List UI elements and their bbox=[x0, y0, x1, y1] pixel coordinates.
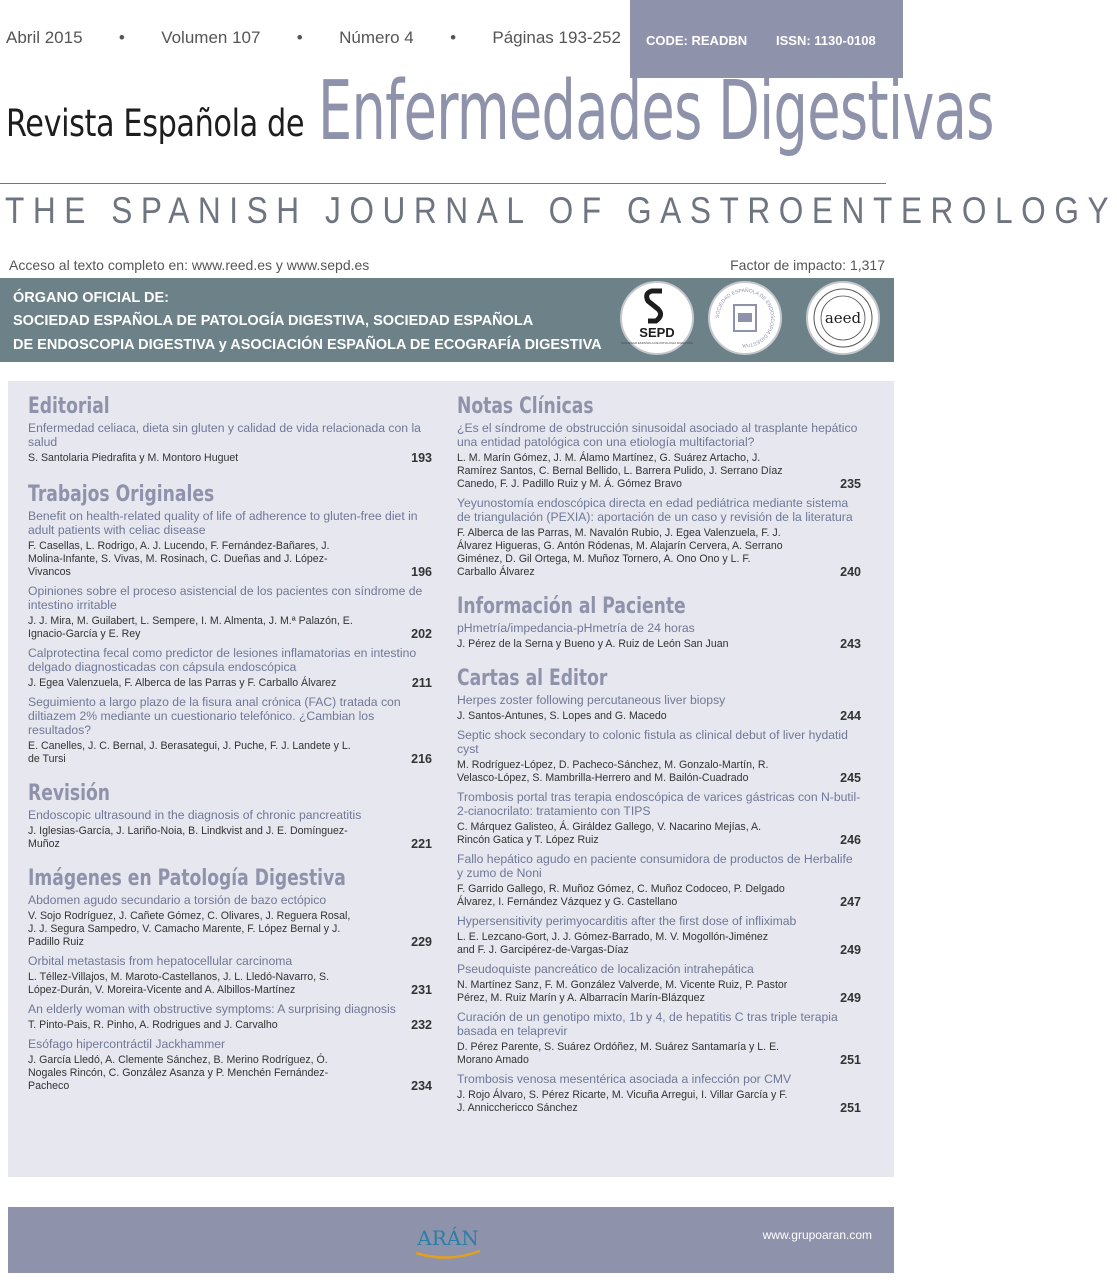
article-title: Trombosis venosa mesentérica asociada a infección por CMV bbox=[457, 1072, 792, 1086]
toc-right-column bbox=[457, 381, 861, 1115]
toc-entry[interactable] bbox=[457, 621, 861, 651]
toc-entry[interactable] bbox=[28, 646, 432, 690]
sepd-small-label: SOCIEDAD ESPAÑOLA DE PATOLOGÍA DIGESTIVA bbox=[621, 341, 693, 345]
journal-title-main: Enfermedades Digestivas bbox=[318, 64, 994, 159]
toc-entry[interactable] bbox=[28, 1037, 432, 1093]
article-authors: M. Rodríguez-López, D. Pacheco-Sánchez, M. Gonzalo-Martín, R. Velasco-López, S. Mambrilla-Herrero and M. Bailón-Cuadrado bbox=[457, 759, 769, 784]
section-heading: Editorial bbox=[28, 394, 110, 419]
article-title: Curación de un genotipo mixto, 1b y 4, de hepatitis C tras triple terapia basada en telaprevir bbox=[457, 1010, 838, 1038]
article-authors: N. Martínez Sanz, F. M. González Valverde, M. Vicente Ruiz, P. Pastor Pérez, M. Ruiz Marín y A. Albarracín Marín-Blázquez bbox=[457, 979, 788, 1004]
toc-section bbox=[28, 865, 432, 1093]
article-authors: E. Canelles, J. C. Bernal, J. Berasategui, J. Puche, F. J. Landete y L. de Tursi bbox=[28, 740, 351, 765]
article-title: ¿Es el síndrome de obstrucción sinusoidal asociado al trasplante hepático una entidad patológica con una etiología multifactorial? bbox=[457, 421, 858, 449]
publisher-logo bbox=[398, 1217, 498, 1272]
article-title: Herpes zoster following percutaneous liver biopsy bbox=[457, 693, 726, 707]
toc-entry[interactable] bbox=[28, 509, 432, 579]
article-page: 244 bbox=[840, 709, 861, 723]
aeed-label: aeed bbox=[824, 309, 862, 327]
article-page: 246 bbox=[840, 833, 861, 847]
article-title: Trombosis portal tras terapia endoscópica de varices gástricas con N-butil-2-cianocrilato: tratamiento con TIPS bbox=[457, 790, 861, 818]
article-title: Abdomen agudo secundario a torsión de bazo ectópico bbox=[28, 893, 327, 907]
organ-line: DE ENDOSCOPIA DIGESTIVA y ASOCIACIÓN ESPAÑOLA DE ECOGRAFÍA DIGESTIVA bbox=[13, 337, 602, 353]
toc-entry[interactable] bbox=[28, 695, 432, 766]
article-page: 193 bbox=[411, 451, 432, 465]
article-authors: D. Pérez Parente, S. Suárez Ordóñez, M. Suárez Santamaría y L. E. Morano Amado bbox=[457, 1041, 780, 1066]
toc-entry[interactable] bbox=[457, 914, 861, 957]
issue-line bbox=[6, 28, 621, 48]
issue-number: Número 4 bbox=[339, 28, 414, 47]
aeed-seal bbox=[806, 281, 880, 355]
article-authors: J. Rojo Álvaro, S. Pérez Ricarte, M. Vicuña Arregui, I. Villar García y F. J. Annicchericco Sánchez bbox=[457, 1089, 788, 1114]
toc-entry[interactable] bbox=[457, 1072, 861, 1115]
official-organ-band bbox=[0, 278, 894, 362]
publisher-name: ARÁN bbox=[417, 1226, 479, 1250]
toc-section bbox=[457, 593, 861, 651]
article-title: Seguimiento a largo plazo de la fisura anal crónica (FAC) tratada con diltiazem 2% mediante un cuestionario telefónico. ¿Cambian los resultados? bbox=[28, 695, 401, 737]
toc-entry[interactable] bbox=[28, 1002, 432, 1032]
toc-entry[interactable] bbox=[28, 421, 432, 465]
article-authors: J. Pérez de la Serna y Bueno y A. Ruiz de León San Juan bbox=[457, 638, 729, 650]
article-page: 231 bbox=[411, 983, 432, 997]
toc-entry[interactable] bbox=[457, 693, 861, 723]
article-title: Enfermedad celiaca, dieta sin gluten y calidad de vida relacionada con la salud bbox=[28, 421, 421, 449]
section-heading: Trabajos Originales bbox=[28, 482, 215, 507]
toc-section bbox=[457, 665, 861, 1115]
toc-entry[interactable] bbox=[457, 421, 861, 491]
article-title: Esófago hipercontráctil Jackhammer bbox=[28, 1037, 226, 1051]
access-text: Acceso al texto completo en: www.reed.es y www.sepd.es bbox=[9, 257, 370, 273]
section-heading: Imágenes en Patología Digestiva bbox=[28, 866, 346, 891]
section-heading: Notas Clínicas bbox=[457, 394, 594, 419]
article-authors: F. Garrido Gallego, R. Muñoz Gómez, C. Muñoz Codoceo, P. Delgado Álvarez, I. Fernández Vázquez y G. Castellano bbox=[457, 883, 785, 908]
article-authors: C. Márquez Galisteo, Á. Giráldez Gallego, V. Nacarino Mejías, A. Rincón Gatica y T. López Ruiz bbox=[457, 821, 762, 846]
publisher-website[interactable]: www.grupoaran.com bbox=[762, 1228, 872, 1242]
article-authors: F. Alberca de las Parras, M. Navalón Rubio, J. Egea Valenzuela, F. J. Álvarez Higueras, G. Antón Ródenas, M. Alajarín Cervera, A. Serrano Giménez, D. Gil Ortega, M. Muñoz Tornero, A. Ono Ono y L. F. Carballo Álvarez bbox=[457, 527, 783, 578]
masthead-rule bbox=[0, 183, 886, 184]
toc-entry[interactable] bbox=[457, 1010, 861, 1067]
bullet: • bbox=[450, 28, 457, 47]
article-title: Septic shock secondary to colonic fistula as clinical debut of liver hydatid cyst bbox=[457, 728, 848, 756]
bullet: • bbox=[296, 28, 303, 47]
article-authors: J. Santos-Antunes, S. Lopes and G. Macedo bbox=[457, 710, 667, 722]
article-authors: L. M. Marín Gómez, J. M. Álamo Martínez, G. Suárez Artacho, J. Ramírez Santos, C. Bernal Bellido, L. Barrera Pulido, J. Serrano Díaz Canedo, F. J. Padillo Ruiz y M. Á. Gómez Bravo bbox=[457, 452, 783, 490]
toc-left-column bbox=[28, 381, 432, 1093]
article-page: 229 bbox=[411, 935, 432, 949]
journal-title-prefix: Revista Española de bbox=[6, 102, 305, 145]
article-title: Pseudoquiste pancreático de localización intrahepática bbox=[457, 962, 754, 976]
aran-logo-icon bbox=[398, 1217, 498, 1267]
toc-section bbox=[28, 780, 432, 851]
article-title: Opiniones sobre el proceso asistencial de los pacientes con síndrome de intestino irritable bbox=[28, 584, 423, 612]
article-page: 211 bbox=[411, 676, 432, 690]
article-authors: J. Iglesias-García, J. Lariño-Noia, B. Lindkvist and J. E. Domínguez-Muñoz bbox=[28, 825, 348, 850]
section-heading: Información al Paciente bbox=[457, 594, 686, 619]
article-authors: J. Egea Valenzuela, F. Alberca de las Parras y F. Carballo Álvarez bbox=[28, 677, 337, 689]
article-title: Fallo hepático agudo en paciente consumidora de productos de Herbalife y zumo de Noni bbox=[457, 852, 853, 880]
seed-ring-text: SOCIEDAD ESPAÑOLA DE ENDOSCOPIA DIGESTIVA bbox=[714, 287, 776, 349]
footer-band bbox=[8, 1207, 894, 1273]
article-authors: F. Casellas, L. Rodrigo, A. J. Lucendo, F. Fernández-Bañares, J. Molina-Infante, S. Vivas, M. Rosinach, C. Dueñas and J. López-Vivancos bbox=[28, 540, 330, 578]
contents-panel bbox=[8, 381, 894, 1177]
seed-seal bbox=[708, 281, 782, 355]
article-title: Hypersensitivity perimyocarditis after the first dose of infliximab bbox=[457, 914, 797, 928]
article-title: Benefit on health-related quality of life of adherence to gluten-free diet in adult patients with celiac disease bbox=[28, 509, 418, 537]
article-page: 251 bbox=[840, 1101, 861, 1115]
article-page: 202 bbox=[411, 627, 432, 641]
toc-entry[interactable] bbox=[457, 496, 861, 579]
article-title: Calprotectina fecal como predictor de lesiones inflamatorias en intestino delgado diagnosticadas con cápsula endoscópica bbox=[28, 646, 417, 674]
toc-section bbox=[28, 481, 432, 766]
article-page: 232 bbox=[411, 1018, 432, 1032]
article-page: 249 bbox=[840, 943, 861, 957]
organ-heading: ÓRGANO OFICIAL DE: bbox=[13, 290, 170, 306]
issue-volume: Volumen 107 bbox=[161, 28, 261, 47]
toc-entry[interactable] bbox=[457, 962, 861, 1005]
article-authors: S. Santolaria Piedrafita y M. Montoro Huguet bbox=[28, 452, 239, 464]
section-heading: Cartas al Editor bbox=[457, 666, 608, 691]
article-page: 251 bbox=[840, 1053, 861, 1067]
article-page: 216 bbox=[411, 752, 432, 766]
article-authors: J. García Lledó, A. Clemente Sánchez, B. Merino Rodríguez, Ó. Nogales Rincón, C. González Asanza y P. Menchén Fernández-Pacheco bbox=[28, 1054, 329, 1092]
issue-date: Abril 2015 bbox=[6, 28, 83, 47]
code-label: CODE: READBN bbox=[646, 33, 748, 48]
toc-section bbox=[28, 393, 432, 465]
article-authors: V. Sojo Rodríguez, J. Cañete Gómez, C. Olivares, J. Reguera Rosal, J. J. Segura Sampedro, V. Camacho Marente, F. López Bernal y J. Padillo Ruiz bbox=[28, 910, 351, 948]
impact-factor: Factor de impacto: 1,317 bbox=[730, 257, 885, 273]
sepd-seal bbox=[620, 281, 694, 355]
article-page: 235 bbox=[840, 477, 861, 491]
issn-label: ISSN: 1130-0108 bbox=[776, 33, 876, 48]
article-title: Yeyunostomía endoscópica directa en edad pediátrica mediante sistema de triangulación (PEXIA): aportación de un caso y revisión de la literatura bbox=[457, 496, 853, 524]
article-page: 196 bbox=[411, 565, 432, 579]
toc-section bbox=[457, 393, 861, 579]
article-title: Orbital metastasis from hepatocellular carcinoma bbox=[28, 954, 293, 968]
aeed-logo-icon bbox=[808, 283, 878, 353]
article-page: 234 bbox=[411, 1079, 432, 1093]
toc-entry[interactable] bbox=[28, 893, 432, 949]
article-page: 221 bbox=[411, 837, 432, 851]
bullet: • bbox=[118, 28, 125, 47]
toc-entry[interactable] bbox=[457, 728, 861, 785]
toc-entry[interactable] bbox=[28, 808, 432, 851]
section-heading: Revisión bbox=[28, 781, 111, 806]
article-authors: J. J. Mira, M. Guilabert, L. Sempere, I. M. Almenta, J. M.ª Palazón, E. Ignacio-García y E. Rey bbox=[28, 615, 353, 640]
seed-logo-icon bbox=[710, 283, 780, 353]
issue-pages: Páginas 193-252 bbox=[492, 28, 621, 47]
article-page: 240 bbox=[840, 565, 861, 579]
article-title: pHmetría/impedancia-pHmetría de 24 horas bbox=[457, 621, 695, 635]
toc-entry[interactable] bbox=[457, 852, 861, 909]
article-authors: L. E. Lezcano-Gort, J. J. Gómez-Barrado, M. V. Mogollón-Jiménez and F. J. Garcipérez-de-Vargas-Díaz bbox=[457, 931, 769, 956]
article-page: 243 bbox=[840, 637, 861, 651]
article-page: 247 bbox=[840, 895, 861, 909]
toc-entry[interactable] bbox=[28, 954, 432, 997]
sepd-logo-icon bbox=[622, 283, 692, 353]
article-title: Endoscopic ultrasound in the diagnosis of chronic pancreatitis bbox=[28, 808, 362, 822]
article-page: 245 bbox=[840, 771, 861, 785]
article-page: 249 bbox=[840, 991, 861, 1005]
article-title: An elderly woman with obstructive symptoms: A surprising diagnosis bbox=[28, 1002, 396, 1016]
toc-entry[interactable] bbox=[457, 790, 861, 847]
toc-entry[interactable] bbox=[28, 584, 432, 641]
organ-line: SOCIEDAD ESPAÑOLA DE PATOLOGÍA DIGESTIVA, SOCIEDAD ESPAÑOLA bbox=[13, 313, 534, 329]
article-authors: L. Téllez-Villajos, M. Maroto-Castellanos, J. L. Lledó-Navarro, S. López-Durán, V. Moreira-Vicente and A. Albillos-Martínez bbox=[28, 971, 330, 996]
sepd-label: SEPD bbox=[639, 325, 675, 340]
article-authors: T. Pinto-Pais, R. Pinho, A. Rodrigues and J. Carvalho bbox=[28, 1019, 278, 1031]
journal-subtitle: THE SPANISH JOURNAL OF GASTROENTEROLOGY bbox=[5, 190, 1117, 231]
